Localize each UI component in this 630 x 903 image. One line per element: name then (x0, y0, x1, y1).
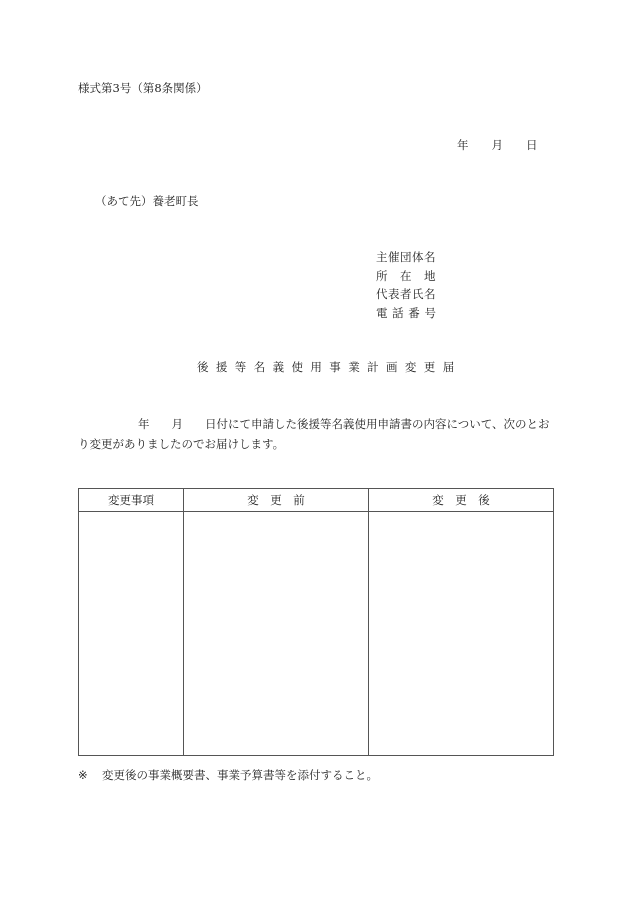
cell-after-change[interactable] (369, 512, 554, 756)
footnote (78, 767, 378, 783)
address-label: 所 在 地 (376, 268, 436, 283)
body-month-label: 月 (171, 417, 183, 431)
cell-before-change[interactable] (184, 512, 369, 756)
date-month-label: 月 (491, 138, 503, 152)
header-change-item: 変更事項 (79, 489, 184, 512)
form-number: 様式第3号（第8条関係） (78, 81, 208, 95)
body-text: 日付にて申請した後援等名義使用申請書の内容について、次のとおり変更がありましたのでお届けします。 (78, 417, 550, 451)
document-title: 後援等名義使用事業計画変更届 (197, 360, 462, 374)
organization-label: 主催団体名 (376, 250, 436, 264)
note-mark: ※ (78, 768, 88, 782)
body-year-label: 年 (138, 417, 150, 431)
table-row (79, 512, 554, 756)
footnote-text: 変更後の事業概要書、事業予算書等を添付すること。 (102, 768, 378, 782)
addressee: （あて先）養老町長 (95, 194, 199, 208)
header-after-change: 変 更 後 (369, 489, 554, 512)
applicant-block (376, 248, 436, 322)
date-line (457, 137, 538, 153)
phone-label: 電 話 番 号 (376, 305, 437, 320)
change-table (78, 488, 554, 756)
date-year-label: 年 (457, 138, 469, 152)
cell-change-item[interactable] (79, 512, 184, 756)
header-before-change: 変 更 前 (184, 489, 369, 512)
representative-label: 代表者氏名 (376, 287, 436, 301)
date-day-label: 日 (526, 138, 538, 152)
table-header-row (79, 489, 554, 512)
body-paragraph (78, 414, 553, 454)
